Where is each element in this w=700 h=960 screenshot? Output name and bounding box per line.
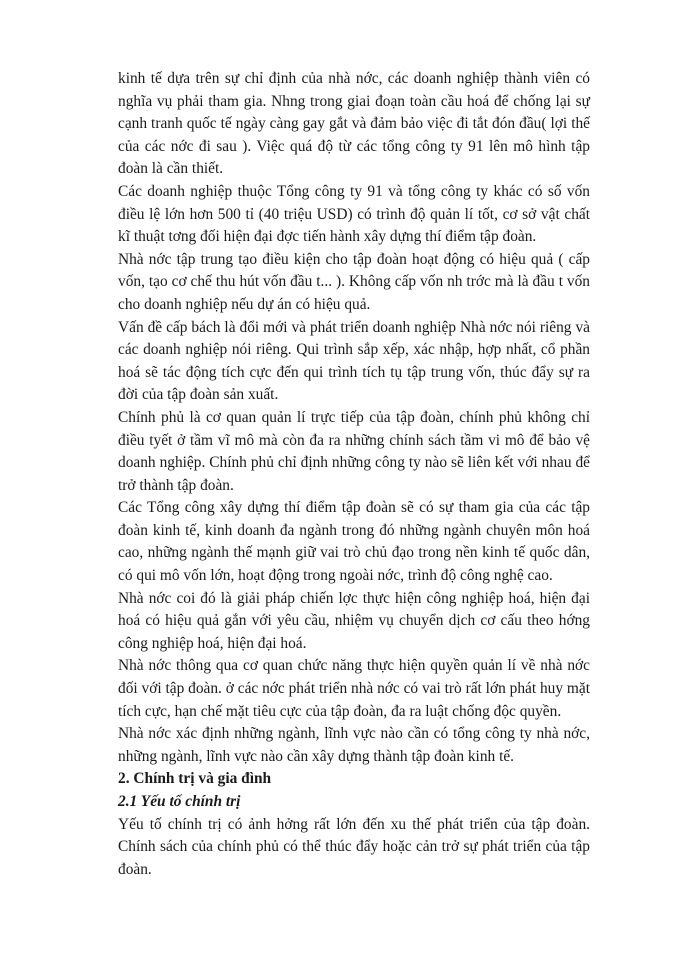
section-heading: 2. Chính trị và gia đình [118,770,272,788]
body-paragraph: Các doanh nghiệp thuộc Tổng công ty 91 và tổng công ty khác có số vốn điều lệ lớn hơn 500 tỉ (40 triệu USD) có trình độ quản lí tốt, cơ sở vật chất kĩ thuật tơng đối hiện đại đợc tiến hành xây dựng thí điểm tập đoàn. [118,182,590,246]
body-paragraph: Nhà nớc coi đó là giải pháp chiến lợc thực hiện công nghiệp hoá, hiện đại hoá có hiệu quả gắn với yêu cầu, nhiệm vụ chuyển dịch cơ cấu theo hớng công nghiệp hoá, hiện đại hoá. [118,589,590,652]
body-paragraph: kinh tế dựa trên sự chỉ định của nhà nớc, các doanh nghiệp thành viên có nghĩa vụ phải tham gia. Nhng trong giai đoạn toàn cầu hoá để chống lại sự cạnh tranh quốc tế ngày càng gay gắt và đảm bảo việc đi tắt đón đầu( lợi thế của các nớc đi sau ). Việc quá độ từ các tổng công ty 91 lên mô hình tập đoàn là cần thiết. [118,70,590,178]
body-paragraph: Chính phủ là cơ quan quản lí trực tiếp của tập đoàn, chính phủ không chỉ điều tyết ở tầm vĩ mô mà còn đa ra những chính sách tầm vi mô để bảo vệ doanh nghiệp. Chính phủ chỉ định những công ty nào sẽ liên kết với nhau để trở thành tập đoàn. [118,408,590,494]
body-paragraph: Các Tổng công xây dựng thí điểm tập đoàn sẽ có sự tham gia của các tập đoàn kinh tế, kinh doanh đa ngành trong đó những ngành chuyên môn hoá cao, những ngành thế mạnh giữ vai trò chủ đạo trong nền kinh tế quốc dân, có qui mô vốn lớn, hoạt động trong ngoài nớc, trình độ công nghệ cao. [118,499,590,585]
body-paragraph: Yếu tố chính trị có ảnh hởng rất lớn đến xu thế phát triển của tập đoàn. Chính sách của chính phủ có thể thúc đẩy hoặc cản trở sự phát triển của tập đoàn. [118,815,590,878]
body-paragraph: Nhà nớc xác định những ngành, lĩnh vực nào cần có tổng công ty nhà nớc, những ngành, lĩnh vực nào cần xây dựng thành tập đoàn kinh tế. [118,725,590,765]
body-paragraph: Vấn đề cấp bách là đổi mới và phát triển doanh nghiệp Nhà nớc nói riêng và các doanh nghiệp nói riêng. Qui trình sắp xếp, xác nhập, hợp nhất, cổ phần hoá sẽ tác động tích cực đến qui trình tích tụ tập trung vốn, thúc đẩy sự ra đời của tập đoàn sản xuất. [118,318,590,404]
body-paragraph: Nhà nớc thông qua cơ quan chức năng thực hiện quyền quản lí về nhà nớc đối với tập đoàn. ở các nớc phát triển nhà nớc có vai trò rất lớn phát huy mặt tích cực, hạn chế mặt tiêu cực của tập đoàn, đa ra luật chống độc quyền. [118,657,590,720]
document-page [118,68,590,881]
body-paragraph: Nhà nớc tập trung tạo điều kiện cho tập đoàn hoạt động có hiệu quả ( cấp vốn, tạo cơ chế thu hút vốn đầu t... ). Không cấp vốn nh trớc mà là đầu t vốn cho doanh nghiệp nếu dự án có hiệu quả. [118,250,590,313]
subsection-heading: 2.1 Yếu tố chính trị [118,793,241,810]
